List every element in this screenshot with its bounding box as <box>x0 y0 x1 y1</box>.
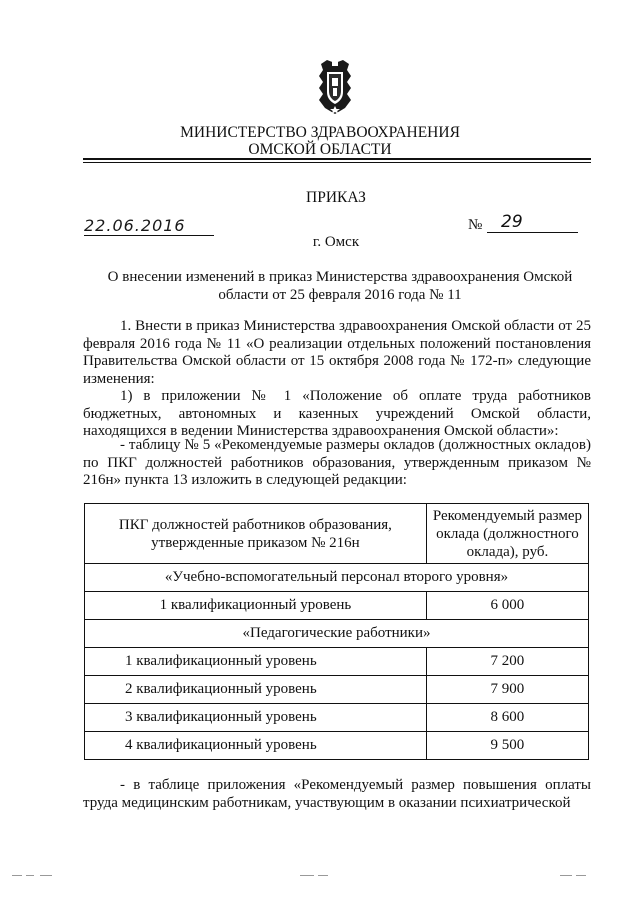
table-cell-level: 4 квалификационный уровень <box>85 732 427 760</box>
scan-artifacts <box>0 871 640 881</box>
ministry-name-line2: ОМСКОЙ ОБЛАСТИ <box>248 141 392 158</box>
body-paragraph-1: 1. Внести в приказ Министерства здравоохранения Омской области от 25 февраля 2016 года № 11 «О реализации отдельных положений постановления Правительства Омской области от 15 октября 2008 года № 172-п» следующие изменения: <box>83 318 591 387</box>
order-number: 29 <box>487 212 578 233</box>
table-group-row <box>85 620 589 648</box>
body-paragraph-4 <box>83 776 591 812</box>
table-row <box>85 676 589 704</box>
table-cell-level: 1 квалификационный уровень <box>85 592 427 620</box>
order-date: 22.06.2016 <box>84 216 214 236</box>
ministry-name-line1: МИНИСТЕРСТВО ЗДРАВООХРАНЕНИЯ <box>180 124 460 141</box>
table-row <box>85 592 589 620</box>
order-number-label: № <box>468 217 483 233</box>
table-cell-value: 6 000 <box>426 592 588 620</box>
table-header-col2: Рекомендуемый размер оклада (должностного оклада), руб. <box>426 504 588 564</box>
table-cell-value: 9 500 <box>426 732 588 760</box>
table-row <box>85 732 589 760</box>
group-title-support-staff: «Учебно-вспомогательный персонал второго уровня» <box>85 564 589 592</box>
table-header-row <box>85 504 589 564</box>
order-subject: О внесении изменений в приказ Министерства здравоохранения Омской области от 25 февраля 2016 года № 11 <box>107 269 573 303</box>
footer-text: - в таблице приложения «Рекомендуемый размер повышения оплаты труда медицинским работникам, участвующим в оказании психиатрической <box>83 777 591 811</box>
header-rule-thick <box>83 158 591 160</box>
coat-of-arms-emblem <box>313 58 357 116</box>
table-cell-value: 7 200 <box>426 648 588 676</box>
body-paragraph-3: - таблицу № 5 «Рекомендуемые размеры окладов (должностных окладов) по ПКГ должностей работников образования, утвержденным приказом № 216н» пункта 13 изложить в следующей редакции: <box>83 437 591 488</box>
table-row <box>85 648 589 676</box>
table-cell-level: 3 квалификационный уровень <box>85 704 427 732</box>
body-paragraph-2: 1) в приложении № 1 «Положение об оплате труда работников бюджетных, автономных и казенных учреждений Омской области, находящихся в ведении Министерства здравоохранения Омской области»: <box>83 388 591 439</box>
table-cell-value: 7 900 <box>426 676 588 704</box>
table-group-row <box>85 564 589 592</box>
document-title: ПРИКАЗ <box>306 189 366 206</box>
header-rule-thin <box>83 162 591 163</box>
table-cell-value: 8 600 <box>426 704 588 732</box>
order-city: г. Омск <box>312 234 360 250</box>
table-cell-level: 2 квалификационный уровень <box>85 676 427 704</box>
table-cell-level: 1 квалификационный уровень <box>85 648 427 676</box>
table-header-col1: ПКГ должностей работников образования, утвержденные приказом № 216н <box>85 504 427 564</box>
salary-table <box>84 503 589 760</box>
table-row <box>85 704 589 732</box>
group-title-teachers: «Педагогические работники» <box>85 620 589 648</box>
